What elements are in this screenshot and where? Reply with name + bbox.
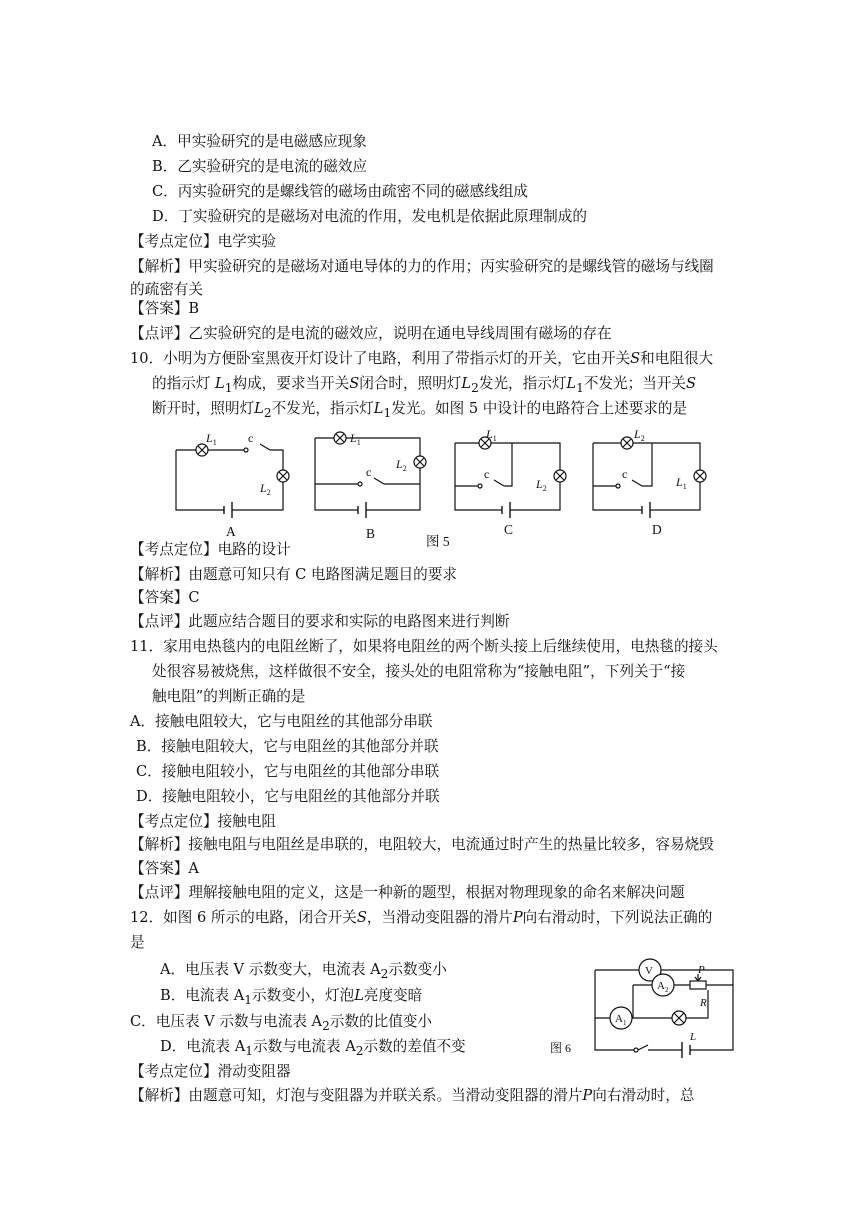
q12-kaodian: 【考点定位】滑动变阻器 <box>130 1063 291 1080</box>
q12-stem-text: ，当滑动变阻器的滑片 <box>366 909 513 926</box>
q11-kaodian: 【考点定位】接触电阻 <box>130 813 276 830</box>
circuit-c <box>455 437 566 518</box>
subscript: 1 <box>622 1019 627 1027</box>
subscript: 2 <box>322 1018 330 1033</box>
q11-dianping: 【点评】理解接触电阻的定义，这是一种新的题型，根据对物理现象的命名来解决问题 <box>130 884 685 901</box>
q10-stem-line1 <box>130 349 713 369</box>
label-sub: 2 <box>266 488 271 497</box>
q10-stem-text: 的指示灯 <box>152 375 211 392</box>
q12-stem-text: 12．如图 6 所示的电路，闭合开关 <box>130 909 357 926</box>
label-l: L <box>536 477 543 491</box>
switch-mark: c <box>248 431 254 445</box>
q12-option-text: 示数变小，灯泡 <box>252 987 355 1004</box>
lamp-l-label: L <box>690 1031 697 1043</box>
q11-jiexi: 【解析】接触电阻与电阻丝是串联的，电阻较大，电流通过时产生的热量比较多，容易烧毁 <box>130 836 714 853</box>
q11-option-a: A．接触电阻较大，它与电阻丝的其他部分串联 <box>130 713 433 730</box>
svg-text:L1 <box>485 427 497 443</box>
subscript: 1 <box>224 380 233 395</box>
subscript: 2 <box>471 380 479 395</box>
switch-symbol: S <box>630 350 641 367</box>
q12-option-text: C．电压表 V 示数与电流表 A <box>130 1013 323 1030</box>
q12-option-c <box>130 1012 432 1036</box>
q12-stem-line1 <box>130 908 712 928</box>
svg-text:L2 <box>633 427 645 443</box>
label-l: L <box>634 427 641 441</box>
q9-kaodian: 【考点定位】电学实验 <box>130 233 276 250</box>
q11-stem-line1: 11．家用电热毯内的电阻丝断了，如果将电阻丝的两个断头接上后继续使用，电热毯的接头 <box>130 638 718 655</box>
q10-stem-text: 不发光；当开关 <box>583 375 687 392</box>
lamp-symbol: L <box>461 375 472 392</box>
q10-stem-text: 断开时，照明灯 <box>152 400 255 417</box>
lamp-symbol: L <box>215 375 225 392</box>
figure-6-circuit <box>548 960 744 1064</box>
q12-option-d <box>160 1037 466 1061</box>
lamp-symbol: L <box>254 400 264 417</box>
q10-stem-line2 <box>152 374 696 398</box>
q11-stem-line2: 处很容易被烧焦，这样做很不安全，接头处的电阻常称为“接触电阻”，下列关于“接 <box>152 663 686 680</box>
subscript: 2 <box>355 1043 364 1058</box>
q10-stem-text: 构成，要求当开关 <box>232 375 350 392</box>
switch-mark: c <box>484 467 490 481</box>
label-l: L <box>486 427 493 441</box>
q12-option-text: 亮度变暗 <box>363 987 423 1004</box>
label-sub: 1 <box>492 434 497 443</box>
q10-stem-line3 <box>152 399 687 423</box>
q12-option-text: 示数变小 <box>388 961 447 978</box>
q12-option-text: 示数的比值变小 <box>329 1013 433 1030</box>
q9-daan: 【答案】B <box>130 300 200 317</box>
q12-jiexi-text: 向右滑动时，总 <box>592 1087 695 1104</box>
ammeter1-letter: A <box>615 1013 623 1025</box>
q9-jiexi-line1: 【解析】甲实验研究的是磁场对通电导体的力的作用；丙实验研究的是螺线管的磁场与线圈 <box>130 258 714 275</box>
circuit-label-b: B <box>366 526 376 541</box>
q12-option-text: 示数与电流表 A <box>253 1038 356 1055</box>
svg-text:L2 <box>259 481 271 497</box>
q10-stem-text: 10．小明为方便卧室黑夜开灯设计了电路，利用了带指示灯的开关，它由开关 <box>130 350 631 367</box>
q12-option-text: A．电压表 V 示数变大，电流表 A <box>160 961 381 978</box>
label-l: L <box>260 481 267 495</box>
q12-stem-text: 向右滑动时，下列说法正确的 <box>522 909 713 926</box>
figure-5-circuits <box>160 428 720 548</box>
q11-daan: 【答案】A <box>130 860 199 877</box>
subscript: 2 <box>664 986 669 994</box>
circuit-d <box>593 437 706 518</box>
q10-stem-text: 发光，指示灯 <box>478 375 567 392</box>
q12-option-text: 示数的差值不变 <box>363 1038 466 1055</box>
switch-symbol: S <box>349 375 360 392</box>
q12-jiexi <box>130 1086 694 1106</box>
label-sub: 2 <box>542 484 547 493</box>
label-sub: 2 <box>640 434 645 443</box>
svg-text:L2 <box>395 457 407 473</box>
q10-stem-text: 闭合时，照明灯 <box>359 375 462 392</box>
voltmeter-label: V <box>645 965 653 977</box>
q10-stem-text: 不发光，指示灯 <box>271 400 374 417</box>
label-l: L <box>350 431 357 445</box>
ammeter2-letter: A <box>657 980 665 992</box>
q11-option-c: C．接触电阻较小，它与电阻丝的其他部分串联 <box>136 763 440 780</box>
q12-option-a <box>160 960 447 984</box>
q11-option-b: B．接触电阻较大，它与电阻丝的其他部分并联 <box>136 738 439 755</box>
switch-symbol: S <box>356 909 367 926</box>
subscript: 1 <box>576 380 584 395</box>
q10-stem-text: 发光。如图 5 中设计的电路符合上述要求的是 <box>391 400 688 417</box>
q9-dianping: 【点评】乙实验研究的是电流的磁效应，说明在通电导线周围有磁场的存在 <box>130 325 612 342</box>
circuit-a <box>176 444 289 518</box>
svg-text:L1 <box>349 431 361 447</box>
figure-6-caption: 图 6 <box>550 1041 572 1055</box>
lamp-symbol: L <box>373 400 384 417</box>
q9-option-a: A．甲实验研究的是电磁感应现象 <box>152 133 367 150</box>
switch-mark: c <box>622 467 628 481</box>
circuit-label-a: A <box>226 524 236 539</box>
figure-5-caption: 图 5 <box>426 534 450 549</box>
svg-text:L2 <box>535 477 547 493</box>
q12-option-b <box>160 986 422 1010</box>
subscript: 2 <box>380 966 389 981</box>
q10-stem-text: 和电阻很大 <box>640 350 714 367</box>
q12-stem-line2: 是 <box>130 934 145 951</box>
q11-stem-line3: 触电阻”的判断正确的是 <box>152 688 306 705</box>
circuit-label-d: D <box>652 522 662 537</box>
label-sub: 1 <box>356 438 361 447</box>
label-sub: 2 <box>402 464 407 473</box>
subscript: 1 <box>383 405 392 420</box>
lamp-symbol: L <box>354 987 364 1004</box>
q12-option-text: B．电流表 A <box>160 987 245 1004</box>
subscript: 1 <box>244 992 253 1007</box>
q12-option-text: D．电流表 A <box>160 1038 246 1055</box>
q12-jiexi-text: 【解析】由题意可知，灯泡与变阻器为并联关系。当滑动变阻器的滑片 <box>130 1087 583 1104</box>
svg-text:L1 <box>675 475 687 491</box>
circuit-label-c: C <box>504 522 514 537</box>
subscript: 2 <box>263 405 272 420</box>
label-sub: 1 <box>212 438 217 447</box>
q11-option-d: D．接触电阻较小，它与电阻丝的其他部分并联 <box>136 788 440 805</box>
resistor-r-label: R <box>700 997 707 1009</box>
subscript: 1 <box>245 1043 253 1058</box>
label-l: L <box>396 457 403 471</box>
slider-symbol: P <box>582 1087 593 1104</box>
q10-kaodian: 【考点定位】电路的设计 <box>130 541 291 558</box>
q10-dianping: 【点评】此题应结合题目的要求和实际的电路图来进行判断 <box>130 613 510 630</box>
q9-option-d: D．丁实验研究的是磁场对电流的作用，发电机是依据此原理制成的 <box>152 208 587 225</box>
label-sub: 1 <box>682 482 687 491</box>
lamp-symbol: L <box>566 375 577 392</box>
switch-mark: c <box>366 465 372 479</box>
q9-option-b: B．乙实验研究的是电流的磁效应 <box>152 158 368 175</box>
label-l: L <box>206 431 213 445</box>
q10-jiexi: 【解析】由题意可知只有 C 电路图满足题目的要求 <box>130 566 457 583</box>
svg-text:L1 <box>205 431 217 447</box>
slider-symbol: P <box>512 909 523 926</box>
q9-jiexi-line2: 的疏密有关 <box>130 281 203 298</box>
q10-daan: 【答案】C <box>130 589 200 606</box>
switch-symbol: S <box>686 375 697 392</box>
slider-p-label: P <box>698 964 705 976</box>
q9-option-c: C．丙实验研究的是螺线管的磁场由疏密不同的磁感线组成 <box>152 183 529 200</box>
label-l: L <box>676 475 683 489</box>
